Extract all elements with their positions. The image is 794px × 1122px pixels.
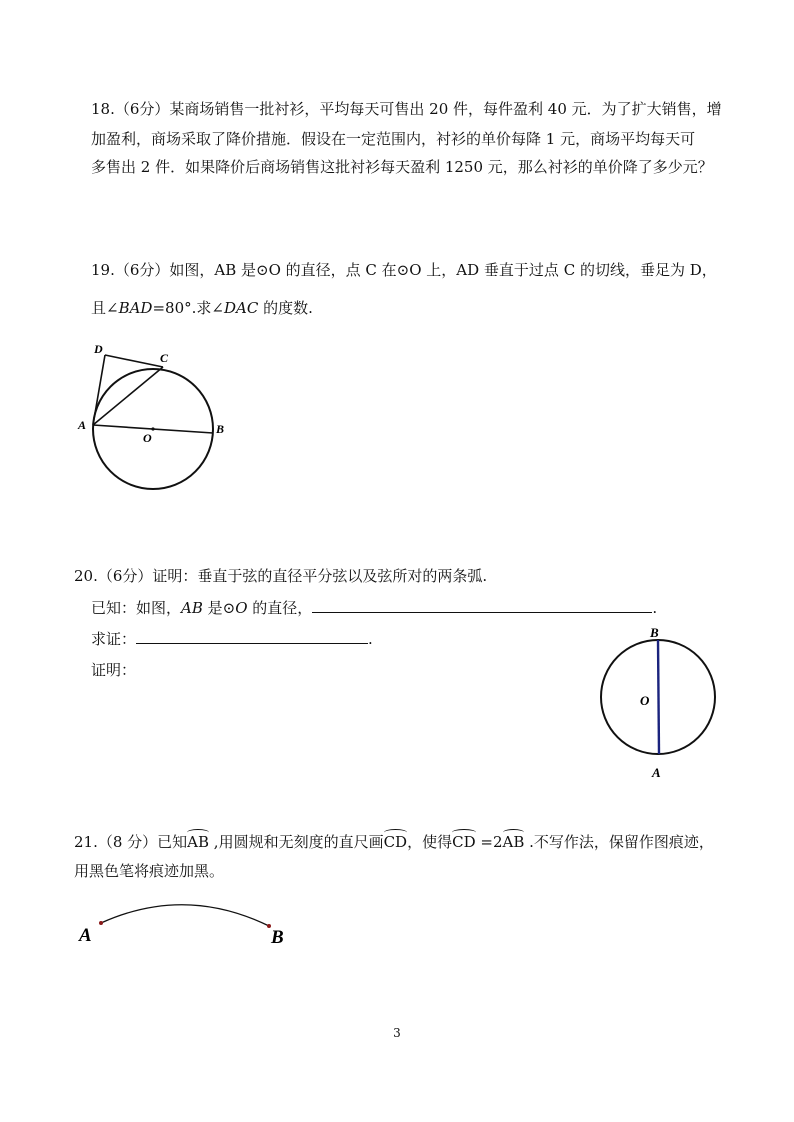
q21-arc-cd-1: CD [383, 833, 408, 851]
q21-suffix: .不写作法，保留作图痕迹， [524, 833, 714, 851]
q20-known-blank[interactable] [312, 598, 652, 613]
q21-prefix: 21.（8 分）已知 [74, 833, 188, 851]
q21-mid-3: =2 [475, 833, 503, 851]
q21-mid-2: ，使得 [407, 833, 453, 851]
q20-proof-label: 证明： [91, 661, 137, 679]
q21-label-b: B [271, 927, 284, 948]
q20-label-a: A [652, 765, 661, 780]
q19-text-e: 的度数. [258, 299, 313, 317]
q19-label-d: D [94, 342, 103, 356]
q21-point-a [99, 921, 103, 925]
q18-line-1: 18.（6分）某商场销售一批衬衫，平均每天可售出 20 件，每件盈利 40 元．为了扩大销售，增 [91, 100, 722, 118]
q20-known-diameter: 的直径， [247, 599, 313, 617]
q20-known-line [91, 598, 657, 618]
q21-line-1 [74, 832, 714, 852]
page-number: 3 [393, 1026, 401, 1040]
q19-line-2 [91, 298, 313, 318]
q19-figure [70, 335, 240, 505]
q21-label-a: A [79, 925, 92, 946]
q20-diameter-ab [658, 640, 659, 754]
q21-figure [75, 890, 305, 955]
q19-angle-dac: DAC [223, 299, 259, 317]
q19-label-b: B [216, 422, 225, 436]
q20-prove-line [91, 629, 373, 649]
q20-line-1: 20.（6分）证明：垂直于弦的直径平分弦以及弦所对的两条弧. [74, 567, 488, 585]
q20-known-o: O [235, 599, 248, 617]
q19-label-a: A [78, 418, 87, 432]
q18-line-3: 多售出 2 件．如果降价后商场销售这批衬衫每天盈利 1250 元，那么衬衫的单价降了多少元？ [91, 158, 713, 176]
q21-line-2: 用黑色笔将痕迹加黑。 [74, 862, 225, 880]
q19-angle-bad: BAD [118, 299, 153, 317]
q21-arc-ab-2: AB [502, 833, 525, 851]
q18-line-2: 加盈利，商场采取了降价措施．假设在一定范围内，衬衫的单价每降 1 元，商场平均每天可 [91, 130, 696, 148]
q20-figure [590, 620, 730, 785]
q21-arc-ab-1: AB [187, 833, 210, 851]
q20-label-o: O [640, 693, 650, 708]
q20-prove-blank[interactable] [136, 629, 368, 644]
q20-prove-label: 求证： [91, 630, 137, 648]
q20-known-ab: AB [181, 599, 203, 617]
q19-center-dot [151, 427, 154, 430]
q19-label-c: C [160, 351, 169, 365]
q21-mid-1: ,用圆规和无刻度的直尺画 [209, 833, 384, 851]
q19-text-c: =80°.求∠ [152, 299, 224, 317]
q19-label-o: O [143, 431, 152, 445]
q19-line-dc [105, 355, 163, 367]
q19-text-a: 且∠ [91, 299, 119, 317]
q19-line-1: 19.（6分）如图，AB 是⊙O 的直径，点 C 在⊙O 上，AD 垂直于过点 C 的切线，垂足为 D， [91, 261, 717, 279]
q20-label-b: B [650, 625, 659, 640]
q20-known-is: 是⊙ [202, 599, 236, 617]
q19-line-ad [93, 355, 105, 425]
q20-prove-period: . [368, 630, 373, 648]
q20-known-text: 已知：如图， [91, 599, 182, 617]
q20-known-period: . [652, 599, 658, 617]
q21-arc-ab [101, 905, 269, 926]
q21-arc-cd-2: CD [452, 833, 476, 851]
